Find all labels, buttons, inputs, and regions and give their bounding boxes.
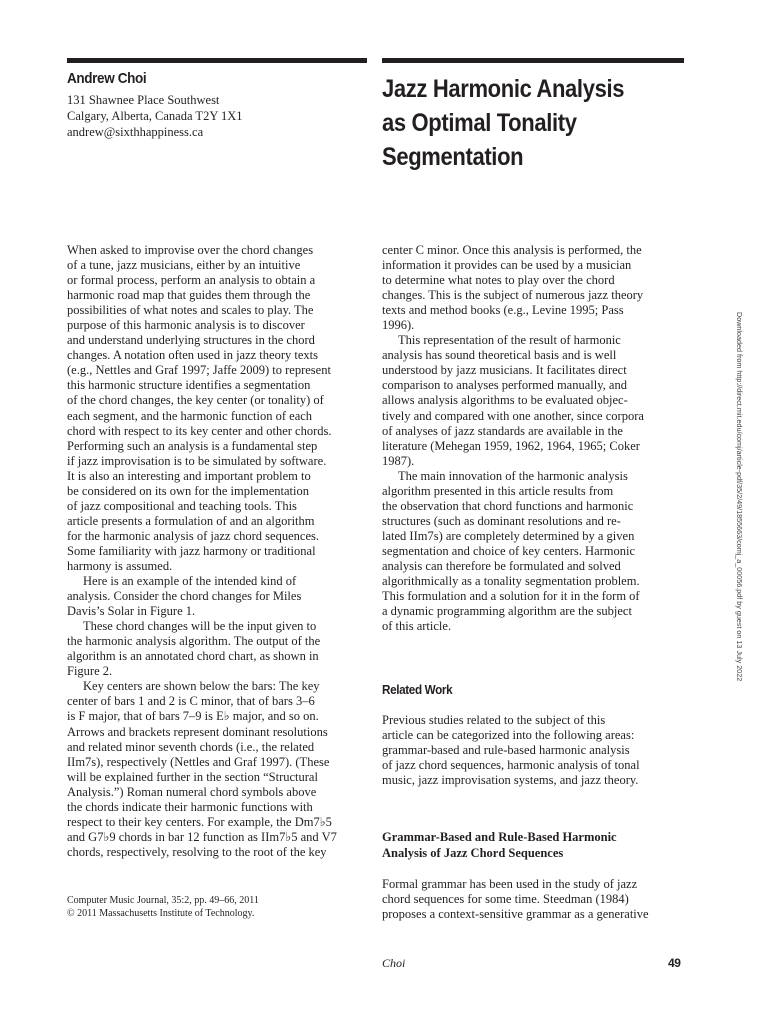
text-line: is F major, that of bars 7–9 is E♭ major, and so on. — [67, 709, 319, 724]
text-line: analysis. Consider the chord changes for Miles — [67, 589, 302, 604]
text-line: chord sequences for some time. Steedman (1984) — [382, 892, 629, 907]
page-number: 49 — [668, 956, 681, 970]
text-line: algorithm presented in this article results from — [382, 483, 614, 498]
running-head: Choi — [382, 956, 406, 970]
text-line: each segment, and the harmonic function of each — [67, 408, 313, 423]
journal-footer — [67, 894, 259, 920]
download-watermark: Downloaded from http://direct.mit.edu/comj/article-pdf/35/2/49/1855663/comj_a_00056.pdf by guest on 13 July 2022 — [735, 312, 744, 682]
text-line: Performing such an analysis is a fundamental step — [67, 438, 318, 453]
text-line: if jazz improvisation is to be simulated by software. — [67, 453, 327, 468]
text-line: of analyses of jazz standards are available in the — [382, 423, 623, 438]
text-line: purpose of this harmonic analysis is to discover — [67, 318, 305, 333]
body-column-left — [67, 243, 367, 860]
text-line: harmony is assumed. — [67, 558, 173, 573]
text-line: and G7♭9 chords in bar 12 function as IIm7♭5 and V7 — [67, 829, 337, 844]
text-line: algorithmically as a tonality segmentation problem. — [382, 574, 640, 589]
text-line: The main innovation of the harmonic analysis — [398, 468, 628, 483]
text-line: (e.g., Nettles and Graf 1997; Jaffe 2009) to represent — [67, 363, 331, 378]
section-heading-related-work: Related Work — [382, 682, 453, 697]
text-line: understood by jazz musicians. It facilitates direct — [382, 363, 627, 378]
text-line: and understand underlying structures in the chord — [67, 333, 315, 348]
text-line: this harmonic structure identifies a segmentation — [67, 378, 311, 393]
title-line: Segmentation — [382, 143, 524, 171]
text-line: to determine what notes to play over the chord — [382, 273, 615, 288]
text-line: information it provides can be used by a musician — [382, 258, 632, 273]
text-line: the harmonic analysis algorithm. The output of the — [67, 634, 321, 649]
text-line: It is also an interesting and important problem to — [67, 468, 311, 483]
text-line: harmonic road map that guides them through the — [67, 288, 311, 303]
text-line: texts and method books (e.g., Levine 1995; Pass — [382, 303, 624, 318]
text-line: When asked to improvise over the chord changes — [67, 243, 314, 257]
text-line: Formal grammar has been used in the study of jazz — [382, 877, 638, 891]
text-line: tively and compared with one another, since corpora — [382, 408, 644, 423]
text-line: structures (such as dominant resolutions and re- — [382, 513, 621, 528]
text-line: center C minor. Once this analysis is performed, the — [382, 243, 642, 257]
top-rule-right — [382, 58, 684, 63]
text-line: Some familiarity with jazz harmony or traditional — [67, 543, 316, 558]
text-line: of a tune, jazz musicians, either by an intuitive — [67, 258, 301, 273]
text-line: This formulation and a solution for it in the form of — [382, 589, 640, 604]
text-line: algorithm is an annotated chord chart, as shown in — [67, 649, 319, 664]
subsection-heading-line: Analysis of Jazz Chord Sequences — [382, 846, 564, 860]
text-line: allows analysis algorithms to be evaluated objec- — [382, 393, 628, 408]
text-line: of jazz chord sequences, harmonic analysis of tonal — [382, 758, 640, 773]
text-line: IIm7s), respectively (Nettles and Graf 1997). (These — [67, 754, 330, 769]
journal-citation: Computer Music Journal, 35:2, pp. 49–66, 2011 — [67, 895, 259, 906]
text-line: the chords indicate their harmonic functions with — [67, 799, 313, 814]
text-line: the observation that chord functions and harmonic — [382, 498, 634, 513]
author-name: Andrew Choi — [67, 70, 147, 87]
title-line: as Optimal Tonality — [382, 109, 577, 137]
text-line: chord with respect to its key center and other chords. — [67, 423, 332, 438]
text-line: 1996). — [382, 318, 415, 333]
related-work-paragraph — [382, 713, 692, 788]
subsection-heading — [382, 829, 692, 861]
text-line: Key centers are shown below the bars: The key — [83, 679, 320, 694]
article-title — [382, 72, 702, 174]
text-line: proposes a context-sensitive grammar as a generative — [382, 907, 649, 922]
text-line: article can be categorized into the following areas: — [382, 728, 635, 743]
subsection-heading-line: Grammar-Based and Rule-Based Harmonic — [382, 830, 617, 844]
text-line: of this article. — [382, 619, 452, 634]
text-line: Here is an example of the intended kind of — [83, 574, 297, 589]
text-line: analysis has sound theoretical basis and is well — [382, 348, 617, 363]
text-line: article presents a formulation of and an algorithm — [67, 513, 315, 528]
text-line: Analysis.”) Roman numeral chord symbols above — [67, 784, 317, 799]
author-email[interactable]: andrew@sixthhappiness.ca — [67, 125, 204, 139]
text-line: of jazz compositional and teaching tools. This — [67, 498, 297, 513]
text-line: a dynamic programming algorithm are the subject — [382, 604, 632, 619]
text-line: Arrows and brackets represent dominant resolutions — [67, 724, 328, 739]
copyright-notice: © 2011 Massachusetts Institute of Technology. — [67, 908, 255, 919]
text-line: changes. This is the subject of numerous jazz theory — [382, 288, 644, 303]
author-address-street: 131 Shawnee Place Southwest — [67, 93, 220, 107]
text-line: Davis’s Solar in Figure 1. — [67, 604, 196, 619]
text-line: grammar-based and rule-based harmonic analysis — [382, 743, 630, 758]
text-line: comparison to analyses performed manually, and — [382, 378, 627, 393]
text-line: literature (Mehegan 1959, 1962, 1964, 1965; Coker — [382, 438, 640, 453]
subsection-paragraph — [382, 877, 692, 922]
title-line: Jazz Harmonic Analysis — [382, 75, 625, 103]
text-line: be considered on its own for the implementation — [67, 483, 309, 498]
body-column-right — [382, 243, 682, 634]
text-line: chords, respectively, resolving to the root of the key — [67, 844, 327, 859]
text-line: 1987). — [382, 453, 415, 468]
top-rule-left — [67, 58, 367, 63]
text-line: will be explained further in the section “Structural — [67, 769, 318, 784]
text-line: or formal process, perform an analysis to obtain a — [67, 273, 316, 288]
text-line: Previous studies related to the subject of this — [382, 713, 606, 727]
text-line: center of bars 1 and 2 is C minor, that of bars 3–6 — [67, 694, 315, 709]
text-line: This representation of the result of harmonic — [398, 333, 621, 348]
text-line: music, jazz improvisation systems, and jazz theory. — [382, 773, 639, 788]
text-line: and related minor seventh chords (i.e., the related — [67, 739, 315, 754]
text-line: segmentation and choice of key centers. Harmonic — [382, 543, 636, 558]
author-block — [67, 70, 367, 140]
text-line: These chord changes will be the input given to — [83, 619, 317, 634]
text-line: of the chord changes, the key center (or tonality) of — [67, 393, 324, 408]
text-line: for the harmonic analysis of jazz chord sequences. — [67, 528, 319, 543]
text-line: analysis can therefore be formulated and solved — [382, 558, 621, 573]
text-line: Figure 2. — [67, 664, 113, 679]
text-line: respect to their key centers. For example, the Dm7♭5 — [67, 814, 332, 829]
text-line: possibilities of what notes and scales to play. The — [67, 303, 314, 318]
text-line: changes. A notation often used in jazz theory texts — [67, 348, 318, 363]
author-address-city: Calgary, Alberta, Canada T2Y 1X1 — [67, 109, 243, 123]
text-line: lated IIm7s) are completely determined by a given — [382, 528, 635, 543]
